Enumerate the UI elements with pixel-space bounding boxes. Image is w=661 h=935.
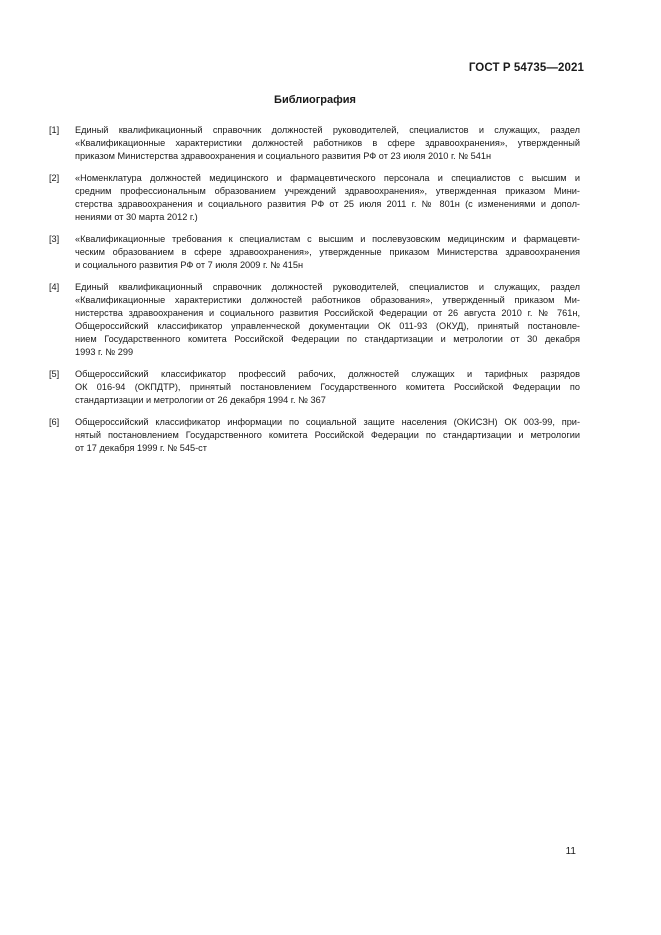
reference-line: стандартизации и метрологии от 26 декабря 1994 г. № 367 [75,395,326,405]
reference-list [49,124,580,464]
reference-item [49,281,580,359]
reference-line: Общероссийский классификатор информации по социальной защите населения (ОКИСЗН) ОК 003-99, при- [75,417,580,427]
reference-line: от 17 декабря 1999 г. № 545-ст [75,443,207,453]
reference-line: средним профессиональным образованием учреждений здравоохранения», утвержденная приказом Мини- [75,186,580,196]
reference-text [75,368,580,407]
reference-line: «Квалификационные требования к специалистам с высшим и послевузовским медицинским и фармацевти- [75,234,580,244]
reference-line: «Квалификационные характеристики должностей работников в сфере здравоохранения», утвержденный [75,138,580,148]
reference-line: нениями от 30 марта 2012 г.) [75,212,198,222]
page-number: 11 [565,846,576,857]
reference-item [49,172,580,224]
reference-line: нием Государственного комитета Российской Федерации по стандартизации и метрологии от 30 декабря [75,334,580,344]
reference-number: [5] [49,369,60,379]
reference-line: Общероссийский классификатор профессий рабочих, должностей служащих и тарифных разрядов [75,369,580,379]
document-code: ГОСТ Р 54735—2021 [468,62,584,74]
reference-line: 1993 г. № 299 [75,347,134,357]
reference-item [49,124,580,163]
reference-number: [2] [49,173,60,183]
reference-number: [6] [49,417,60,427]
reference-item [49,416,580,455]
reference-text [75,172,580,224]
reference-line: нистерства здравоохранения и социального развития Российской Федерации от 26 августа 2010 г. № 761н, [75,308,580,318]
reference-number: [4] [49,282,60,292]
reference-line: ОК 016-94 (ОКПДТР), принятый постановлением Государственного комитета Российской Федерации по [75,382,580,392]
reference-line: стерства здравоохранения и социального развития РФ от 25 июля 2011 г. № 801н (с изменениями и допол- [75,199,580,209]
reference-item [49,368,580,407]
reference-line: Общероссийский классификатор управленческой документации ОК 011-93 (ОКУД), принятый постановле- [75,321,580,331]
reference-number: [1] [49,125,60,135]
reference-line: ческим образованием в сфере здравоохранения», утвержденные приказом Министерства здравоохранения [75,247,580,257]
reference-text [75,233,580,272]
reference-line: «Квалификационные характеристики должностей работников образования», утвержденный приказом Ми- [75,295,580,305]
reference-number: [3] [49,234,60,244]
reference-line: Единый квалификационный справочник должностей руководителей, специалистов и служащих, раздел [75,125,580,135]
reference-text [75,124,580,163]
bibliography-title: Библиография [274,94,356,106]
reference-line: «Номенклатура должностей медицинского и фармацевтического персонала и специалистов с высшим и [75,173,580,183]
reference-text [75,416,580,455]
reference-line: приказом Министерства здравоохранения и социального развития РФ от 23 июля 2010 г. № 541н [75,151,492,161]
reference-line: и социального развития РФ от 7 июля 2009 г. № 415н [75,260,304,270]
reference-text [75,281,580,359]
reference-line: Единый квалификационный справочник должностей руководителей, специалистов и служащих, раздел [75,282,580,292]
reference-item [49,233,580,272]
reference-line: нятый постановлением Государственного комитета Российской Федерации по стандартизации и метрологии [75,430,580,440]
